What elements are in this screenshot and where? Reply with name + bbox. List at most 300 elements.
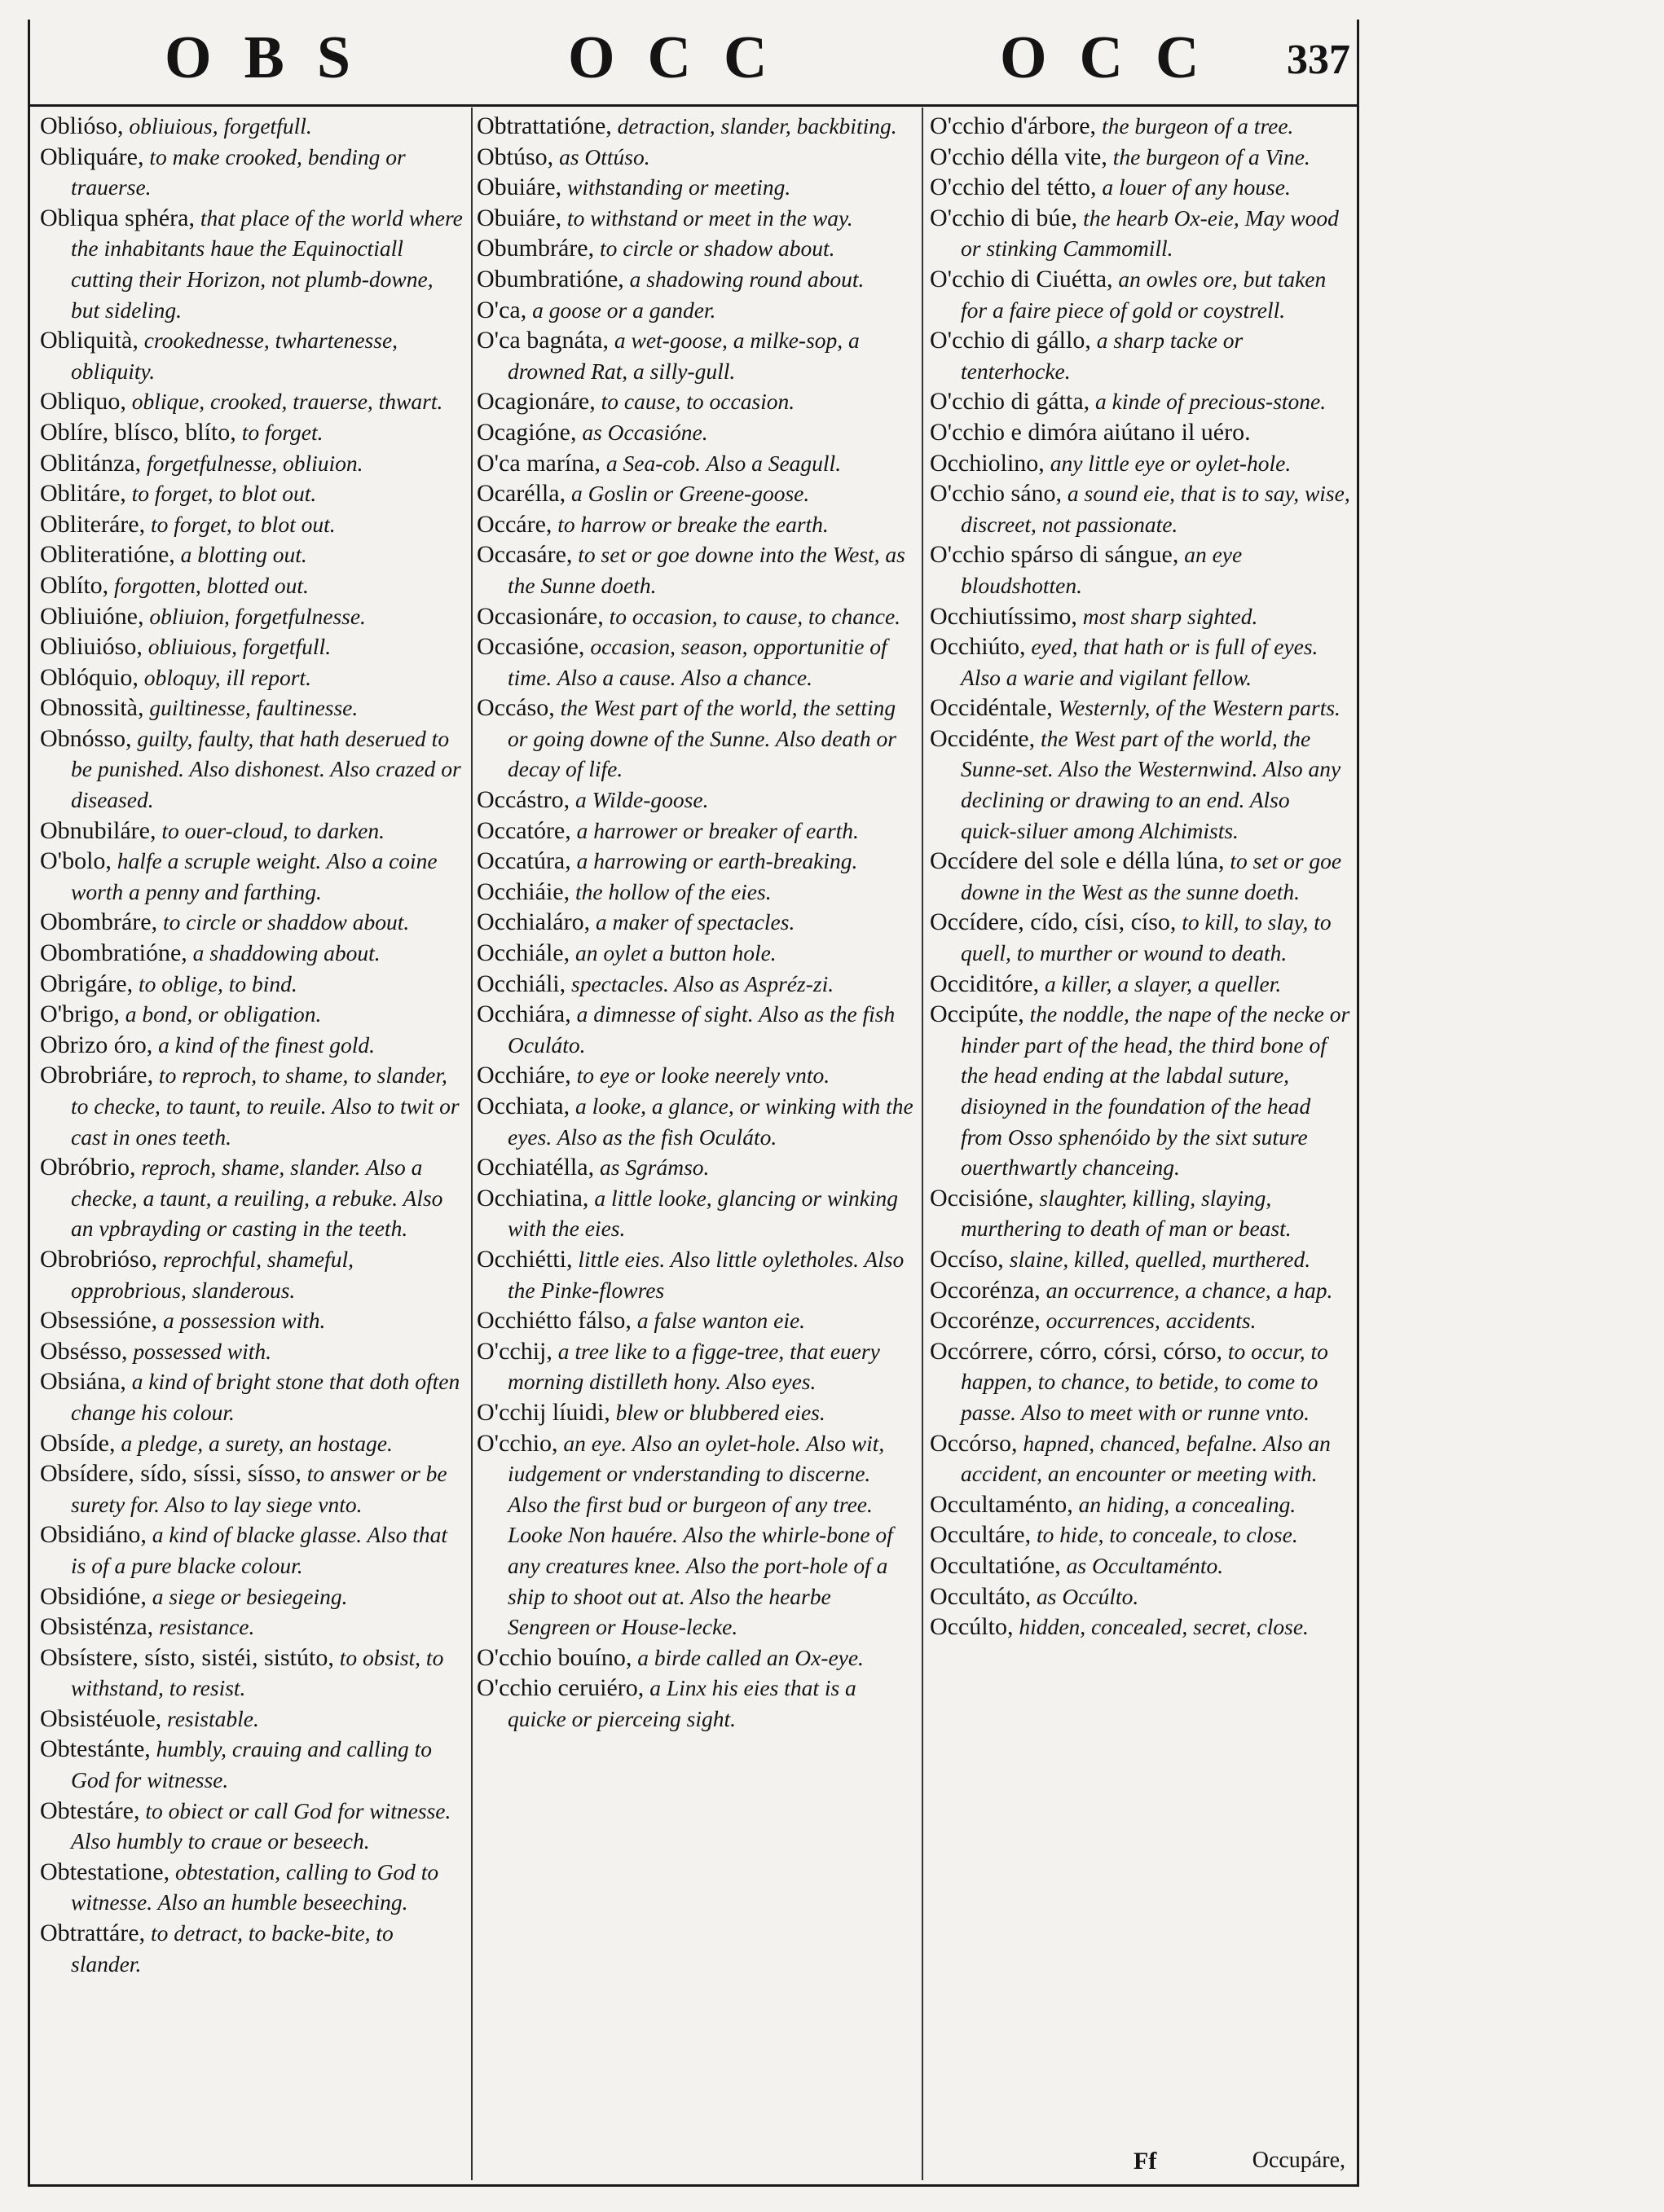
entry-definition: to obiect or call God for witnesse. Also humbly to craue or beseech.: [71, 1797, 451, 1854]
entry-definition: a birde called an Ox-eye.: [637, 1644, 864, 1670]
entry-headword: Obumbratióne,: [477, 265, 624, 292]
entry-headword: Occhiétto fálso,: [477, 1307, 632, 1335]
dictionary-entry: [40, 1581, 464, 1612]
entry-headword: Occórrere, córro, córsi, córso,: [930, 1337, 1222, 1365]
entry-definition: the burgeon of a tree.: [1101, 113, 1294, 139]
entry-definition: as Occultaménto.: [1066, 1552, 1224, 1578]
entry-definition: obliuious, forgetfull.: [147, 634, 332, 660]
dictionary-entry: [477, 999, 913, 1060]
entry-headword: Ocagióne,: [477, 418, 577, 446]
dictionary-entry: [477, 1060, 913, 1091]
entry-definition: occasion, season, opportunitie of time. Also a cause. Also a chance.: [508, 634, 887, 690]
entry-definition: a kind of the finest gold.: [158, 1031, 375, 1058]
entry-headword: Oblióso,: [40, 112, 124, 139]
entry-definition: a dimnesse of sight. Also as the fish Oculáto.: [508, 1001, 896, 1058]
dictionary-entry: [40, 1366, 464, 1427]
dictionary-entry: [930, 1581, 1350, 1612]
dictionary-entry: [930, 846, 1350, 907]
dictionary-entry: [40, 325, 464, 386]
dictionary-entry: [40, 1244, 464, 1305]
dictionary-entry: [477, 172, 913, 203]
entry-definition: to answer or be surety for. Also to lay siege vnto.: [71, 1461, 447, 1517]
entry-definition: forgetfulnesse, obliuion.: [147, 450, 363, 476]
entry-headword: Occatóre,: [477, 816, 571, 844]
entry-definition: the West part of the world, the Sunne-set. Also the Westernwind. Also any declining or drawing to an end. Also quick-siluer among Alchimists.: [961, 725, 1341, 843]
entry-definition: a blotting out.: [180, 542, 307, 568]
entry-headword: Obliquo,: [40, 388, 126, 416]
dictionary-entry: [40, 816, 464, 847]
entry-definition: an eye bloudshotten.: [961, 542, 1243, 598]
dictionary-entry: [40, 448, 464, 479]
entry-definition: to set or goe downe in the West as the sunne doeth.: [961, 848, 1342, 904]
entry-definition: an occurrence, a chance, a hap.: [1046, 1277, 1333, 1303]
entry-headword: Occhiatina,: [477, 1184, 589, 1212]
entry-definition: to cause, to occasion.: [601, 389, 795, 415]
entry-headword: Obrobriáre,: [40, 1062, 154, 1089]
entry-definition: crookednesse, twhartenesse, obliquity.: [71, 328, 398, 384]
bottom-rule: [28, 2184, 1359, 2187]
entry-definition: to circle or shadow about.: [600, 235, 835, 262]
dictionary-entry: [930, 1336, 1350, 1428]
entry-headword: Oblíto,: [40, 571, 109, 599]
dictionary-entry: [930, 723, 1350, 846]
entry-headword: O'cchij líuidi,: [477, 1398, 610, 1426]
entry-headword: O'ca marína,: [477, 449, 601, 477]
entry-headword: Obliqua sphéra,: [40, 204, 195, 231]
entry-definition: to forget.: [241, 419, 324, 445]
dictionary-entry: [477, 631, 913, 693]
entry-headword: Obliteráre,: [40, 510, 146, 538]
entry-definition: the burgeon of a Vine.: [1112, 143, 1310, 169]
entry-definition: to kill, to slay, to quell, to murther or wound to death.: [961, 909, 1332, 966]
entry-headword: Obsisténza,: [40, 1613, 154, 1641]
dictionary-entry: [477, 448, 913, 479]
entry-definition: to hide, to conceale, to close.: [1036, 1522, 1298, 1548]
entry-definition: an oylet a button hole.: [574, 940, 777, 966]
dictionary-entry: [930, 111, 1350, 142]
entry-definition: to reproch, to shame, to slander, to checke, to taunt, to reuile. Also to twit or cast in ones teeth.: [71, 1062, 460, 1150]
entry-definition: the hearb Ox-eie, May wood or stinking Cammomill.: [961, 204, 1339, 262]
header-left: OBS: [165, 24, 384, 91]
entry-headword: Obuiáre,: [477, 204, 562, 231]
entry-headword: Occhiata,: [477, 1093, 570, 1119]
entry-headword: Obsiána,: [40, 1368, 126, 1396]
entry-headword: O'brigo,: [40, 1000, 120, 1028]
dictionary-entry: [40, 1704, 464, 1735]
entry-headword: Obsésso,: [40, 1337, 128, 1365]
entry-headword: Obuiáre,: [477, 174, 562, 201]
entry-definition: to circle or shaddow about.: [163, 909, 410, 935]
entry-definition: any little eye or oylet-hole.: [1050, 450, 1292, 476]
entry-definition: obliuion, forgetfulnesse.: [149, 603, 366, 629]
entry-headword: O'cchio di gállo,: [930, 327, 1091, 354]
entry-definition: a wet-goose, a milke-sop, a drowned Rat, a silly-gull.: [508, 328, 860, 384]
dictionary-entry: [477, 417, 913, 448]
dictionary-entry: [40, 417, 464, 448]
entry-definition: hidden, concealed, secret, close.: [1019, 1614, 1309, 1640]
dictionary-entry: [40, 539, 464, 570]
entry-headword: Occáso,: [477, 694, 555, 722]
dictionary-entry: [477, 386, 913, 417]
entry-definition: the West part of the world, the setting or going downe of the Sunne. Also death or decay of life.: [508, 695, 896, 782]
entry-definition: a pledge, a surety, an hostage.: [121, 1430, 393, 1456]
entry-headword: O'cchij,: [477, 1337, 552, 1365]
dictionary-entry: [930, 142, 1350, 173]
entry-definition: to harrow or breake the earth.: [557, 511, 829, 537]
entry-definition: reproch, shame, slander. Also a checke, a taunt, a reuiling, a rebuke. Also an vpbrayding or casting in the teeth.: [71, 1154, 443, 1242]
entry-definition: a sharp tacke or tenterhocke.: [961, 328, 1244, 384]
dictionary-entry: [40, 478, 464, 509]
entry-definition: reprochful, shameful, opprobrious, slanderous.: [71, 1246, 354, 1303]
dictionary-entry: [477, 264, 913, 295]
entry-definition: to ouer-cloud, to darken.: [161, 817, 385, 843]
dictionary-entry: [40, 1796, 464, 1857]
entry-headword: Obtestánte,: [40, 1735, 151, 1763]
entry-definition: a kind of bright stone that doth often change his colour.: [71, 1369, 460, 1425]
dictionary-entry: [40, 1519, 464, 1581]
entry-definition: an hiding, a concealing.: [1078, 1491, 1296, 1517]
dictionary-page: [28, 20, 1359, 2187]
dictionary-entry: [477, 969, 913, 1000]
dictionary-entry: [40, 386, 464, 417]
entry-definition: resistable.: [167, 1705, 259, 1731]
header-right: OCC: [1000, 24, 1232, 91]
entry-headword: O'cchio di búe,: [930, 204, 1078, 231]
entry-definition: that place of the world where the inhabitants haue the Equinoctiall cutting their Horizon, not plumb-downe, but sideling.: [71, 204, 463, 323]
dictionary-entry: [40, 1918, 464, 1979]
entry-definition: the noddle, the nape of the necke or hinder part of the head, the third bone of the head ending at the labdal suture, disioyned in the foundation of the head from Osso sphenóido by the sixt suture ouerthwartly chanceing.: [961, 1001, 1350, 1181]
dictionary-entry: [40, 570, 464, 601]
entry-headword: Obsistéuole,: [40, 1704, 162, 1732]
entry-headword: Oblíre, blísco, blíto,: [40, 418, 236, 446]
entry-definition: a shaddowing about.: [192, 940, 381, 966]
entry-definition: as Occúlto.: [1037, 1583, 1139, 1609]
entry-headword: Ocarélla,: [477, 480, 566, 508]
entry-definition: a maker of spectacles.: [595, 909, 795, 935]
entry-definition: humbly, crauing and calling to God for witnesse.: [71, 1736, 433, 1793]
entry-headword: Occástro,: [477, 786, 570, 814]
dictionary-entry: [40, 938, 464, 969]
entry-headword: Obsidióne,: [40, 1582, 147, 1610]
entry-headword: Ocagionáre,: [477, 388, 596, 416]
entry-headword: Obombráre,: [40, 908, 158, 936]
entry-definition: detraction, slander, backbiting.: [617, 113, 897, 139]
entry-headword: Occidéntale,: [930, 694, 1053, 722]
entry-headword: Obtrattáre,: [40, 1920, 146, 1947]
dictionary-entry: [477, 1183, 913, 1244]
dictionary-entry: [477, 938, 913, 969]
entry-headword: Obsídere, sído, síssi, sísso,: [40, 1460, 302, 1488]
entry-definition: little eies. Also little oyletholes. Also the Pinke-flowres: [508, 1246, 905, 1303]
dictionary-entry: [40, 907, 464, 938]
entry-definition: obliuious, forgetfull.: [129, 113, 312, 139]
entry-headword: Obumbráre,: [477, 235, 595, 262]
dictionary-entry: [40, 846, 464, 907]
dictionary-entry: [40, 631, 464, 662]
entry-headword: Occídere del sole e délla lúna,: [930, 847, 1225, 875]
entry-headword: Oblitáre,: [40, 480, 126, 508]
entry-definition: a bond, or obligation.: [125, 1001, 322, 1027]
column-3: [930, 111, 1350, 1643]
entry-headword: O'cchio ceruiéro,: [477, 1674, 645, 1702]
dictionary-entry: [930, 203, 1350, 264]
entry-headword: Occídere, cído, císi, císo,: [930, 908, 1177, 936]
dictionary-entry: [40, 1857, 464, 1918]
entry-headword: Obtrattatióne,: [477, 112, 612, 139]
dictionary-entry: [930, 1550, 1350, 1581]
entry-headword: O'ca,: [477, 296, 527, 323]
entry-headword: O'ca bagnáta,: [477, 327, 609, 354]
entry-definition: a louer of any house.: [1102, 174, 1291, 200]
entry-headword: Occisióne,: [930, 1184, 1034, 1212]
dictionary-entry: [930, 448, 1350, 479]
dictionary-entry: [40, 1612, 464, 1643]
entry-definition: to forget, to blot out.: [131, 481, 317, 507]
entry-definition: to forget, to blot out.: [150, 511, 336, 537]
entry-definition: halfe a scruple weight. Also a coine worth a penny and farthing.: [71, 848, 438, 904]
entry-headword: Occhiáli,: [477, 970, 566, 997]
dictionary-entry: [477, 816, 913, 847]
dictionary-entry: [930, 1519, 1350, 1550]
entry-definition: a shadowing round about.: [629, 266, 865, 292]
entry-headword: Occasióne,: [477, 633, 585, 661]
entry-definition: an eye. Also an oylet-hole. Also wit, iudgement or vnderstanding to discerne. Also the first bud or burgeon of any tree. Looke Non hauére. Also the whirle-bone of any creatures knee. Also the port-hole of a ship to shoot out at. Also the hearbe Sengreen or House-lecke.: [508, 1430, 893, 1640]
entry-definition: a kind of blacke glasse. Also that is of a pure blacke colour.: [71, 1522, 447, 1578]
dictionary-entry: [477, 785, 913, 816]
entry-definition: Westernly, of the Western parts.: [1058, 695, 1340, 721]
dictionary-entry: [930, 1183, 1350, 1244]
entry-headword: Occhiatélla,: [477, 1154, 595, 1181]
dictionary-entry: [477, 601, 913, 632]
dictionary-entry: [477, 877, 913, 908]
entry-definition: to obsist, to withstand, to resist.: [71, 1644, 444, 1701]
entry-headword: Occasionáre,: [477, 602, 604, 630]
entry-definition: to occasion, to cause, to chance.: [609, 603, 901, 629]
dictionary-entry: [477, 1091, 913, 1152]
entry-definition: occurrences, accidents.: [1046, 1308, 1257, 1334]
dictionary-entry: [930, 386, 1350, 417]
entry-definition: spectacles. Also as Aspréz-zi.: [571, 970, 834, 996]
entry-definition: most sharp sighted.: [1082, 603, 1258, 629]
dictionary-entry: [477, 1336, 913, 1397]
entry-definition: to set or goe downe into the West, as the Sunne doeth.: [508, 542, 905, 598]
dictionary-entry: [40, 601, 464, 632]
entry-headword: Obliteratióne,: [40, 541, 175, 569]
dictionary-entry: [40, 111, 464, 142]
entry-headword: Obrigáre,: [40, 970, 134, 997]
dictionary-entry: [477, 1673, 913, 1734]
entry-headword: O'cchio di Ciuétta,: [930, 265, 1113, 292]
dictionary-entry: [40, 1734, 464, 1795]
dictionary-entry: [477, 233, 913, 264]
entry-definition: obloquy, ill report.: [143, 664, 311, 690]
entry-definition: a harrower or breaker of earth.: [576, 817, 859, 843]
entry-definition: to make crooked, bending or trauerse.: [71, 143, 406, 200]
entry-headword: O'cchio,: [477, 1429, 558, 1457]
entry-headword: Occorénza,: [930, 1276, 1041, 1304]
dictionary-entry: [477, 142, 913, 173]
dictionary-entry: [930, 417, 1350, 448]
entry-headword: O'cchio délla vite,: [930, 143, 1107, 170]
entry-headword: Occultáre,: [930, 1521, 1032, 1549]
dictionary-entry: [477, 478, 913, 509]
dictionary-entry: [40, 1152, 464, 1244]
dictionary-entry: [930, 999, 1350, 1183]
entry-definition: to detract, to backe-bite, to slander.: [71, 1920, 394, 1977]
dictionary-entry: [930, 1275, 1350, 1306]
entry-definition: slaughter, killing, slaying, murthering to death of man or beast.: [961, 1185, 1292, 1242]
entry-definition: forgotten, blotted out.: [114, 572, 309, 598]
entry-definition: oblique, crooked, trauerse, thwart.: [131, 389, 443, 415]
entry-definition: blew or blubbered eies.: [615, 1399, 825, 1425]
entry-headword: O'cchio di gátta,: [930, 388, 1090, 416]
entry-headword: Obombratióne,: [40, 939, 187, 967]
entry-headword: Occultaménto,: [930, 1490, 1073, 1518]
dictionary-entry: [930, 1612, 1350, 1643]
dictionary-entry: [930, 907, 1350, 968]
dictionary-entry: [40, 1458, 464, 1519]
entry-headword: O'cchio e dimóra aiútano il uéro.: [930, 418, 1251, 446]
entry-definition: as Sgrámso.: [599, 1154, 710, 1181]
dictionary-entry: [40, 693, 464, 723]
entry-headword: Obsístere, sísto, sistéi, sistúto,: [40, 1643, 334, 1671]
entry-headword: Oblitánza,: [40, 449, 142, 477]
dictionary-entry: [477, 846, 913, 877]
entry-headword: O'bolo,: [40, 847, 112, 875]
dictionary-entry: [40, 1305, 464, 1336]
dictionary-entry: [477, 539, 913, 600]
entry-headword: O'cchio bouíno,: [477, 1643, 632, 1671]
page-number: 337: [1287, 37, 1350, 83]
dictionary-entry: [40, 203, 464, 325]
entry-definition: a Linx his eies that is a quicke or pierceing sight.: [508, 1675, 856, 1731]
running-header: [30, 20, 1357, 117]
entry-definition: a possession with.: [163, 1308, 326, 1334]
dictionary-entry: [477, 111, 913, 142]
entry-headword: O'cchio del tétto,: [930, 174, 1097, 201]
dictionary-entry: [930, 264, 1350, 325]
entry-headword: Occhiutíssimo,: [930, 602, 1077, 630]
dictionary-entry: [930, 601, 1350, 632]
entry-headword: Occhiolino,: [930, 449, 1045, 477]
column-1: [40, 111, 464, 1979]
entry-headword: Occórso,: [930, 1429, 1018, 1457]
entry-headword: Occorénze,: [930, 1307, 1041, 1335]
entry-headword: Obrobrióso,: [40, 1245, 158, 1273]
entry-headword: Obnubiláre,: [40, 816, 156, 844]
entry-headword: Occhialáro,: [477, 908, 591, 936]
entry-definition: an owles ore, but taken for a faire piece of gold or coystrell.: [961, 266, 1327, 323]
dictionary-entry: [40, 662, 464, 693]
dictionary-entry: [930, 539, 1350, 600]
entry-definition: the hollow of the eies.: [574, 878, 772, 904]
dictionary-entry: [477, 907, 913, 938]
entry-definition: guiltinesse, faultinesse.: [149, 695, 359, 721]
entry-headword: Obtestáre,: [40, 1796, 140, 1824]
entry-headword: O'cchio sáno,: [930, 480, 1063, 508]
dictionary-entry: [40, 1060, 464, 1152]
dictionary-entry: [930, 325, 1350, 386]
dictionary-entry: [40, 1336, 464, 1367]
dictionary-entry: [40, 1428, 464, 1459]
entry-headword: Obrizo óro,: [40, 1031, 153, 1058]
entry-headword: Occatúra,: [477, 847, 571, 875]
dictionary-entry: [40, 142, 464, 203]
dictionary-entry: [477, 295, 913, 326]
entry-definition: obtestation, calling to God to witnesse. Also an humble beseeching.: [71, 1858, 439, 1915]
entry-definition: a sound eie, that is to say, wise, discreet, not passionate.: [961, 481, 1350, 537]
dictionary-entry: [930, 172, 1350, 203]
entry-definition: hapned, chanced, befalne. Also an accident, an encounter or meeting with.: [961, 1430, 1331, 1487]
entry-headword: Obsidiáno,: [40, 1521, 147, 1549]
dictionary-entry: [40, 999, 464, 1030]
dictionary-entry: [477, 1643, 913, 1673]
entry-definition: to withstand or meet in the way.: [567, 204, 853, 231]
entry-headword: Occiditóre,: [930, 970, 1040, 997]
entry-headword: Occúlto,: [930, 1613, 1014, 1641]
entry-definition: a tree like to a figge-tree, that euery morning distilleth hony. Also eyes.: [508, 1338, 880, 1395]
header-rule: [30, 104, 1357, 107]
entry-definition: a Sea-cob. Also a Seagull.: [605, 450, 842, 476]
entry-definition: a false wanton eie.: [636, 1308, 806, 1334]
entry-headword: Obliuióso,: [40, 633, 143, 661]
entry-headword: Occíso,: [930, 1245, 1004, 1273]
entry-definition: eyed, that hath or is full of eyes. Also a warie and vigilant fellow.: [961, 634, 1318, 690]
entry-headword: Occhiétti,: [477, 1245, 573, 1273]
dictionary-entry: [930, 1244, 1350, 1275]
signature-mark: Ff: [1134, 2148, 1157, 2175]
dictionary-entry: [477, 1397, 913, 1428]
entry-definition: a little looke, glancing or winking with the eies.: [508, 1185, 899, 1242]
entry-definition: possessed with.: [133, 1338, 271, 1364]
catchword: Occupáre,: [1252, 2148, 1345, 2173]
entry-headword: Obsíde,: [40, 1429, 116, 1457]
entry-definition: resistance.: [159, 1614, 255, 1640]
entry-headword: Occultáto,: [930, 1582, 1032, 1610]
entry-headword: Obsessióne,: [40, 1307, 158, 1335]
entry-definition: a goose or a gander.: [532, 297, 716, 323]
entry-headword: Obnósso,: [40, 724, 132, 752]
entry-definition: a Goslin or Greene-goose.: [570, 481, 810, 507]
entry-headword: Obliuióne,: [40, 602, 144, 630]
dictionary-entry: [477, 325, 913, 386]
entry-definition: to occur, to happen, to chance, to betide, to come to passe. Also to meet with or runne vnto.: [961, 1338, 1328, 1425]
dictionary-entry: [930, 1305, 1350, 1336]
entry-headword: Obróbrio,: [40, 1154, 136, 1181]
entry-headword: Occhiára,: [477, 1000, 571, 1028]
dictionary-entry: [930, 693, 1350, 723]
entry-headword: Occáre,: [477, 510, 552, 538]
entry-definition: a harrowing or earth-breaking.: [576, 848, 858, 874]
dictionary-entry: [930, 1428, 1350, 1489]
entry-definition: guilty, faulty, that hath deserued to be punished. Also dishonest. Also crazed or diseased.: [71, 725, 461, 813]
entry-definition: a siege or besiegeing.: [152, 1583, 348, 1609]
dictionary-entry: [40, 509, 464, 540]
column-divider: [471, 108, 473, 2180]
entry-headword: Occhiále,: [477, 939, 570, 967]
entry-headword: Occhiáre,: [477, 1062, 571, 1089]
entry-headword: Obnossità,: [40, 694, 144, 722]
dictionary-entry: [477, 509, 913, 540]
dictionary-entry: [477, 1305, 913, 1336]
entry-headword: Occidénte,: [930, 724, 1036, 752]
entry-definition: a killer, a slayer, a queller.: [1044, 970, 1282, 996]
entry-headword: Obtestatione,: [40, 1858, 170, 1885]
entry-headword: Occasáre,: [477, 541, 573, 569]
dictionary-entry: [930, 478, 1350, 539]
dictionary-entry: [40, 1030, 464, 1061]
dictionary-entry: [930, 631, 1350, 693]
